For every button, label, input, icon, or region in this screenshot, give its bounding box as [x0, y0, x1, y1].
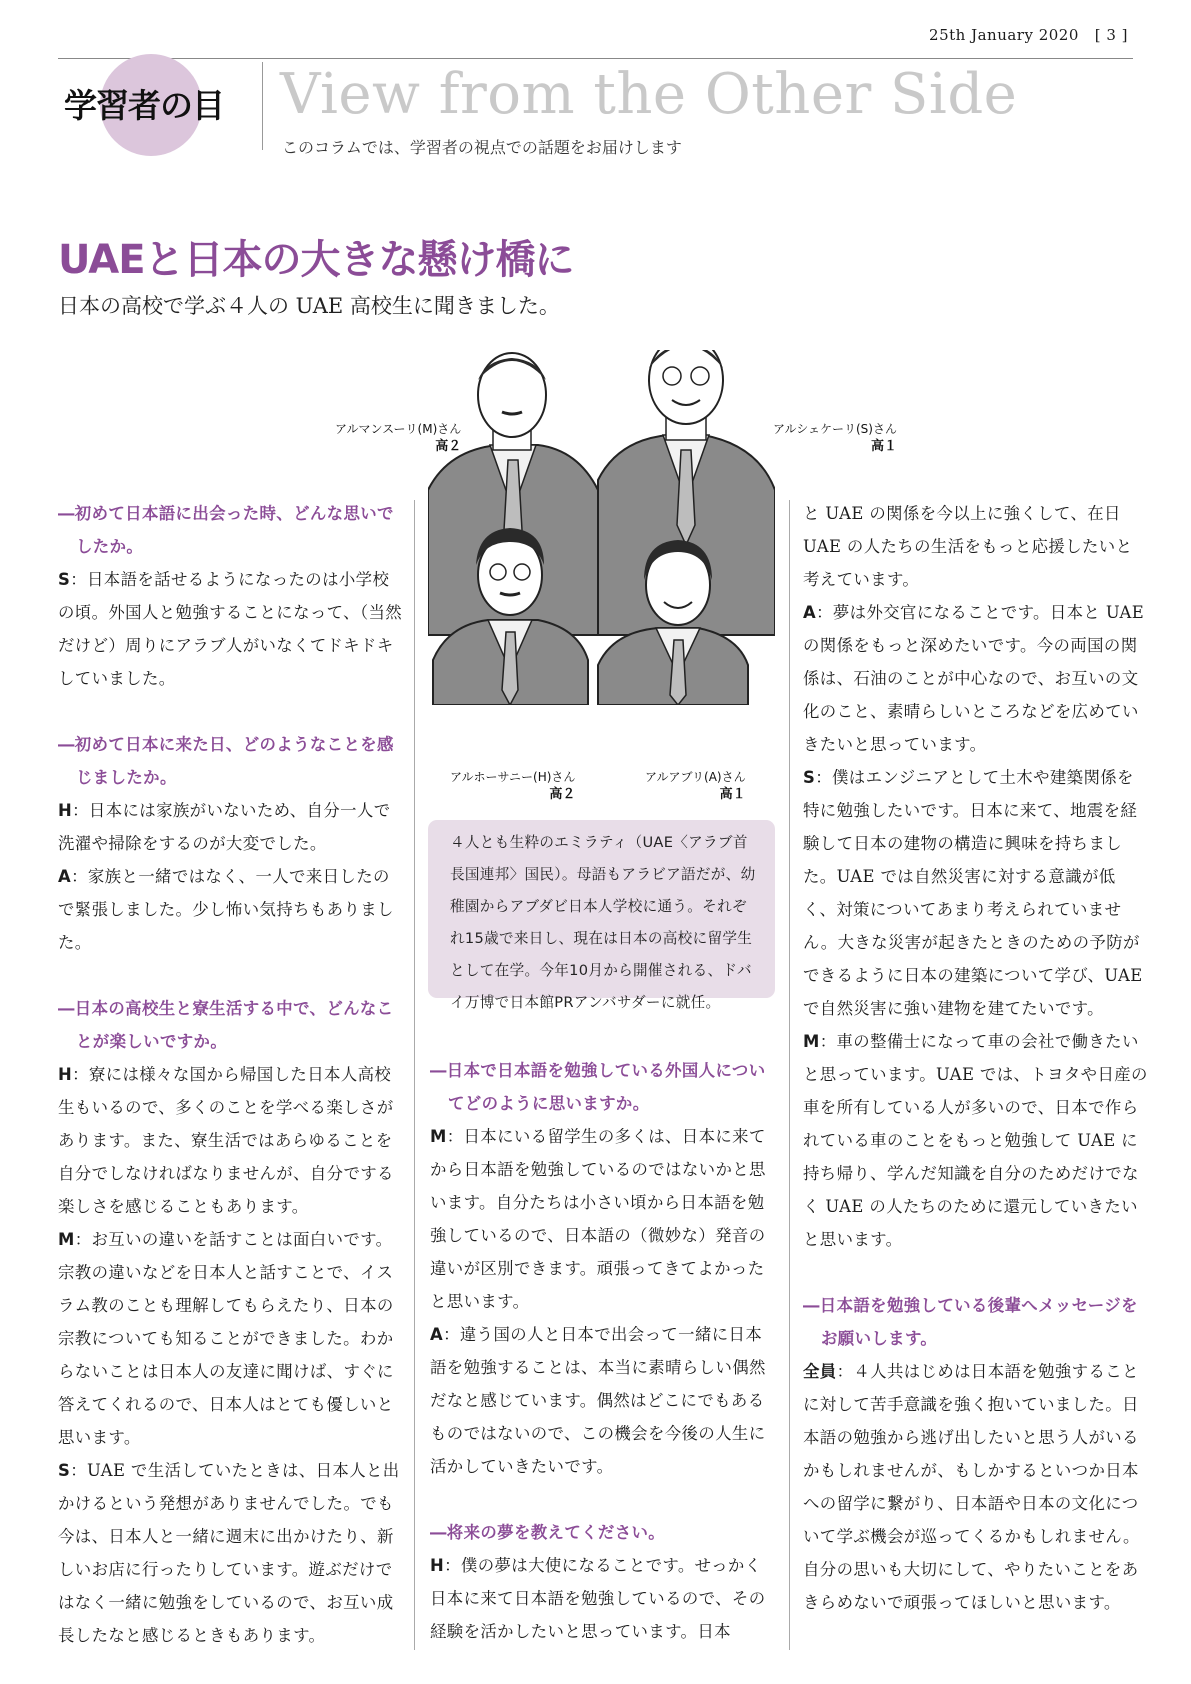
speaker-label: M — [803, 1032, 820, 1051]
speaker-label: A — [58, 867, 72, 886]
person-name: アルシェケーリ(S)さん — [773, 422, 897, 436]
column-badge: 学習者の目 — [64, 86, 224, 125]
person-grade: 高１ — [870, 439, 897, 454]
answer — [430, 1318, 775, 1483]
speaker-label: A — [430, 1325, 444, 1344]
answer-text: ：UAE で生活していたときは、日本人と出かけるという発想がありませんでした。でも今は、日本人と一緒に週末に出かけたり、新しいお店に行ったりしています。遊ぶだけではなく一緒に勉強をしているので、お互い成長したなと感じるときもあります。 — [58, 1461, 400, 1645]
answer-text: ：日本にいる留学生の多くは、日本に来てから日本語を勉強しているのではないかと思います。自分たちは小さい頃から日本語を勉強しているので、日本語の（微妙な）発音の違いが区別できます。頑張ってきてよかったと思います。 — [430, 1127, 766, 1311]
speaker-label: 全員 — [803, 1362, 837, 1381]
answer-text: ：お互いの違いを話すことは面白いです。宗教の違いなどを日本人と話すことで、イスラム教のことも理解してもらえたり、日本の宗教についても知ることができました。わからないことは日本人の友達に聞けば、すぐに答えてくれるので、日本人はとても優しいと思います。 — [58, 1230, 394, 1447]
answer-text: ：僕はエンジニアとして土木や建築関係を特に勉強したいです。日本に来て、地震を経験して日本の建物の構造に興味を持ちました。UAE では自然災害に対する意識が低く、対策についてあまり考えられていません。大きな災害が起きたときのための予防ができるように日本の建築について学び、UAE で自然災害に強い建物を建てたいです。 — [803, 768, 1143, 1018]
speaker-label: H — [58, 1065, 73, 1084]
speaker-label: S — [803, 768, 816, 787]
answer — [58, 1058, 403, 1223]
caption-text: ４人とも生粋のエミラティ（UAE〈アラブ首長国連邦〉国民）。母語もアラビア語だが、幼稚園からアブダビ日本人学校に通う。それぞれ15歳で来日し、現在は日本の高校に留学生として在学。今年10月から開催される、ドバイ万博で日本館PRアンバサダーに就任。 — [450, 834, 756, 1011]
label-h — [450, 768, 575, 804]
article-column-2 — [430, 1054, 775, 1648]
answer — [58, 860, 403, 959]
answer — [803, 596, 1148, 761]
label-m — [335, 420, 461, 456]
answer — [58, 794, 403, 860]
article-subtitle: 日本の高校で学ぶ４人の UAE 高校生に聞きました。 — [58, 294, 560, 318]
label-s — [773, 420, 897, 456]
question-heading: ―初めて日本に来た日、どのようなことを感じましたか。 — [58, 735, 394, 787]
article-title: UAEと日本の大きな懸け橋に — [58, 237, 574, 283]
answer — [803, 1025, 1148, 1256]
answer-text: ：夢は外交官になることです。日本と UAE の関係をもっと深めたいです。今の両国の関係は、石油のことが中心なので、お互いの文化のこと、素晴らしいところなどを広めていきたいと思っています。 — [803, 603, 1145, 754]
person-name: アルアブリ(A)さん — [645, 770, 746, 784]
person-grade: 高２ — [435, 439, 462, 454]
speaker-label: A — [803, 603, 817, 622]
person-name: アルマンスーリ(M)さん — [335, 422, 462, 436]
answer-text: ：違う国の人と日本で出会って一緒に日本語を勉強することは、本当に素晴らしい偶然だなと感じています。偶然はどこにでもあるものではないので、この機会を今後の人生に活かしていきたいです。 — [430, 1325, 766, 1476]
person-name: アルホーサニー(H)さん — [450, 770, 576, 784]
answer-text: ：４人共はじめは日本語を勉強することに対して苦手意識を強く抱いていました。日本語の勉強から逃げ出したいと思う人がいるかもしれませんが、もしかするといつか日本への留学に繋がり、日本語や日本の文化について学ぶ機会が巡ってくるかもしれません。自分の思いも大切にして、やりたいことをあきらめないで頑張ってほしいと思います。 — [803, 1362, 1140, 1612]
answer-text: ：寮には様々な国から帰国した日本人高校生もいるので、多くのことを学べる楽しさがあります。また、寮生活ではあらゆることを自分でしなければなりませんが、自分でする楽しさを感じることもあります。 — [58, 1065, 394, 1216]
column-subtitle: このコラムでは、学習者の視点での話題をお届けします — [282, 138, 682, 157]
column-title: View from the Other Side — [280, 62, 1018, 127]
answer-continued: と UAE の関係を今以上に強くして、在日 UAE の人たちの生活をもっと応援したいと考えています。 — [803, 504, 1133, 589]
answer-text: ：車の整備士になって車の会社で働きたいと思っています。UAE では、トヨタや日産の車を所有している人が多いので、日本で作られている車のことをもっと勉強して UAE に持ち帰り、学んだ知識を自分のためだけでなく UAE の人たちのために還元していきたいと思います。 — [803, 1032, 1148, 1249]
speaker-label: M — [58, 1230, 75, 1249]
header-divider — [262, 62, 263, 150]
page-number: [ 3 ] — [1094, 26, 1128, 44]
answer — [58, 1223, 403, 1454]
question-heading: ―日本で日本語を勉強している外国人についてどのように思いますか。 — [430, 1061, 766, 1113]
person-grade: 高１ — [719, 787, 746, 802]
question-heading: ―日本語を勉強している後輩へメッセージをお願いします。 — [803, 1296, 1138, 1348]
students-illustration — [428, 350, 775, 762]
article-column-3 — [803, 497, 1148, 1619]
column-rule-1 — [414, 500, 415, 1650]
header-rule — [58, 58, 1133, 59]
issue-date — [929, 26, 1128, 44]
speaker-label: H — [58, 801, 73, 820]
question-heading: ―初めて日本語に出会った時、どんな思いでしたか。 — [58, 504, 394, 556]
question-heading: ―将来の夢を教えてください。 — [430, 1523, 666, 1542]
article-column-1 — [58, 497, 403, 1652]
answer — [430, 1120, 775, 1318]
speaker-label: S — [58, 1461, 71, 1480]
column-rule-2 — [789, 500, 790, 1650]
answer — [803, 761, 1148, 1025]
answer-text: ：家族と一緒ではなく、一人で来日したので緊張しました。少し怖い気持ちもありました。 — [58, 867, 394, 952]
answer-text: ：日本には家族がいないため、自分一人で洗濯や掃除をするのが大変でした。 — [58, 801, 391, 853]
answer — [58, 563, 403, 695]
answer-text: ：僕の夢は大使になることです。せっかく日本に来て日本語を勉強しているので、その経験を活かしたいと思っています。日本 — [430, 1556, 766, 1641]
answer — [803, 1355, 1148, 1619]
speaker-label: M — [430, 1127, 447, 1146]
answer-text: ：日本語を話せるようになったのは小学校の頃。外国人と勉強することになって、（当然だけど）周りにアラブ人がいなくてドキドキしていました。 — [58, 570, 403, 688]
answer — [58, 1454, 403, 1652]
label-a — [645, 768, 746, 804]
answer — [430, 1549, 775, 1648]
speaker-label: S — [58, 570, 71, 589]
question-heading: ―日本の高校生と寮生活する中で、どんなことが楽しいですか。 — [58, 999, 394, 1051]
person-grade: 高２ — [549, 787, 576, 802]
speaker-label: H — [430, 1556, 445, 1575]
date-text: 25th January 2020 — [929, 26, 1079, 44]
